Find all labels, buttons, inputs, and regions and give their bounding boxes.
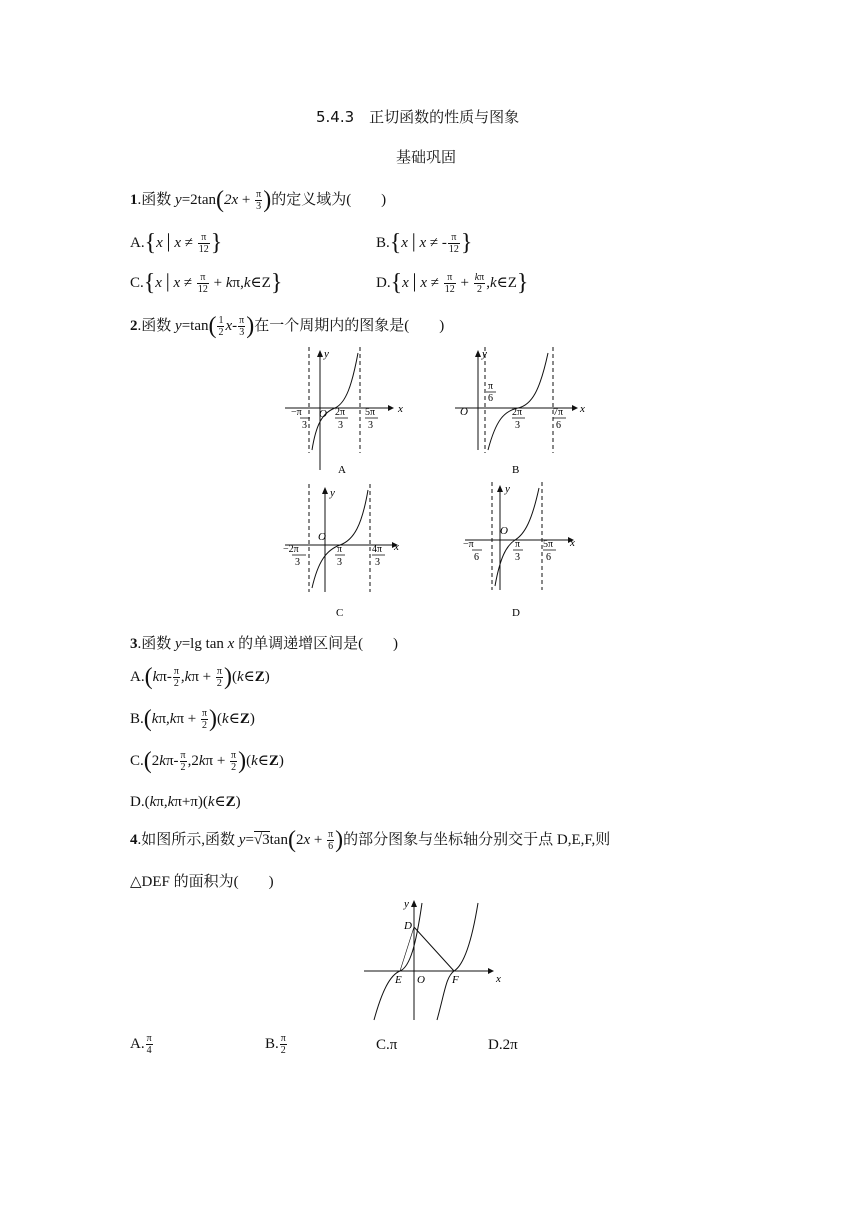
tick-label: 2π xyxy=(335,407,346,418)
tick-label: 4π xyxy=(372,544,383,555)
option-label: D. xyxy=(130,794,145,810)
graph-d[interactable] xyxy=(460,480,580,620)
q3-option-c[interactable]: C.(2kπ- $\frac{\pi}{2}$ ,2kπ + $\frac{\pi}{2}$ )(k∈Z) xyxy=(130,748,284,774)
q4-option-c[interactable]: C.π xyxy=(376,1037,398,1053)
graph-c[interactable] xyxy=(280,480,405,620)
q1-option-a[interactable]: A.{x | x ≠ $\frac{\pi}{12}$ } xyxy=(130,230,223,257)
tick-label: 7π xyxy=(553,407,564,418)
tick-label: 3 xyxy=(337,557,342,568)
question-number: 2 xyxy=(130,318,138,334)
tick-label: π xyxy=(488,381,494,392)
y-label: y xyxy=(482,348,487,360)
option-label: B. xyxy=(376,235,390,251)
point-e-label: E xyxy=(395,974,402,986)
tick-label: 3 xyxy=(515,552,520,563)
segment-df xyxy=(414,927,454,971)
graph-label: C xyxy=(336,607,344,619)
tan-curve xyxy=(495,488,539,586)
option-label: B. xyxy=(130,710,144,727)
origin-label: O xyxy=(460,406,468,418)
origin-label: O xyxy=(500,525,508,537)
y-axis-arrow xyxy=(497,485,503,492)
option-label: C. xyxy=(130,275,144,291)
tick-label: 5π xyxy=(543,539,554,550)
tick-label: 6 xyxy=(546,552,551,563)
question-number: 1 xyxy=(130,192,138,208)
graph-label: B xyxy=(512,464,520,476)
x-label: x xyxy=(580,403,585,415)
y-label: y xyxy=(404,898,409,910)
tick-label: 6 xyxy=(474,552,479,563)
q1-option-d[interactable]: D.{x | x ≠ $\frac{\pi}{12}$ + $\frac{k\pi}{2}$ ,k∈Z} xyxy=(376,270,529,297)
option-label: A. xyxy=(130,235,145,251)
origin-label: O xyxy=(319,408,327,420)
tick-label: 5π xyxy=(365,407,376,418)
x-label: x xyxy=(394,541,399,553)
graph-q4[interactable] xyxy=(360,895,505,1025)
question-1: 1.函数 y=2tan(2x + $\frac{\pi}{3}$ )的定义域为( ) xyxy=(130,187,387,214)
graph-b[interactable] xyxy=(450,345,585,480)
question-number: 3 xyxy=(130,636,138,652)
point-f-label: F xyxy=(452,974,459,986)
y-axis-arrow xyxy=(475,350,481,357)
option-label: D. xyxy=(376,275,391,291)
option-label: C. xyxy=(130,752,144,769)
tick-label: −π xyxy=(291,407,302,418)
tick-label: π xyxy=(515,539,521,550)
tick-label: −2π xyxy=(283,544,299,555)
q1-option-b[interactable]: B.{x | x ≠ - $\frac{\pi}{12}$ } xyxy=(376,230,473,257)
graph-a[interactable] xyxy=(280,345,403,480)
tick-label: −π xyxy=(463,539,474,550)
option-label: A. xyxy=(130,668,145,685)
y-axis-arrow xyxy=(411,900,417,907)
question-lead: .函数 xyxy=(137,192,176,208)
question-2: 2.函数 y=tan( $\frac{1}{2}$ x- $\frac{\pi}{3}$ )在一个周期内的图象是( ) xyxy=(130,313,445,340)
page-title: 5.4.3 正切函数的性质与图象 xyxy=(316,108,520,126)
question-3: 3.函数 y=lg tan x 的单调递增区间是( ) xyxy=(130,636,399,652)
q1-option-c[interactable]: C.{x | x ≠ $\frac{\pi}{12}$ + kπ,k∈Z} xyxy=(130,270,283,297)
q3-option-a[interactable]: A.(kπ- $\frac{\pi}{2}$ ,kπ + $\frac{\pi}{2}$ )(k∈Z) xyxy=(130,664,270,690)
question-4: 4.如图所示,函数 y=√3tan(2x + $\frac{\pi}{6}$ )的部分图象与坐标轴分别交于点 D,E,F,则 xyxy=(130,827,611,854)
tan-curve-right xyxy=(437,903,478,1020)
x-axis-arrow xyxy=(388,405,394,411)
tick-label: 3 xyxy=(368,420,373,431)
q3-option-d[interactable]: D.(kπ,kπ+π)(k∈Z) xyxy=(130,794,241,810)
tick-label: 6 xyxy=(556,420,561,431)
tan-curve xyxy=(488,353,548,450)
tan-curve-left xyxy=(374,903,422,1020)
question-tail: 的定义域为( ) xyxy=(271,192,387,208)
x-axis-arrow xyxy=(572,405,578,411)
question-number: 4 xyxy=(130,832,138,848)
q4-option-b[interactable]: B. $\frac{\pi}{2}$ xyxy=(265,1033,286,1056)
graph-label: D xyxy=(512,607,520,619)
q4-option-d[interactable]: D.2π xyxy=(488,1037,518,1053)
q3-option-b[interactable]: B.(kπ,kπ + $\frac{\pi}{2}$ )(k∈Z) xyxy=(130,706,255,732)
x-label: x xyxy=(570,537,575,549)
tick-label: 3 xyxy=(375,557,380,568)
question-lead: .函数 xyxy=(137,636,176,652)
y-label: y xyxy=(330,487,335,499)
question-4-line2: △DEF 的面积为( ) xyxy=(130,874,274,890)
section-subtitle: 基础巩固 xyxy=(396,148,457,166)
origin-label: O xyxy=(318,531,326,543)
question-lead: .如图所示,函数 xyxy=(137,832,239,848)
tick-label: 3 xyxy=(302,420,307,431)
tick-label: 2π xyxy=(512,407,523,418)
x-label: x xyxy=(496,973,501,985)
tick-label: π xyxy=(337,544,343,555)
y-label: y xyxy=(505,483,510,495)
y-axis-arrow xyxy=(322,487,328,494)
x-label: x xyxy=(398,403,403,415)
tan-curve xyxy=(312,353,358,450)
y-label: y xyxy=(324,348,329,360)
question-lead: .函数 xyxy=(137,318,176,334)
x-axis-arrow xyxy=(488,968,494,974)
question-tail: 的单调递增区间是( ) xyxy=(234,636,399,652)
question-tail: 的部分图象与坐标轴分别交于点 D,E,F,则 xyxy=(343,832,611,848)
y-axis-arrow xyxy=(317,350,323,357)
tick-label: 3 xyxy=(515,420,520,431)
tick-label: 3 xyxy=(338,420,343,431)
tick-label: 6 xyxy=(488,393,493,404)
point-d-label: D xyxy=(404,920,412,932)
question-tail: 在一个周期内的图象是( ) xyxy=(254,318,445,334)
tick-label: 3 xyxy=(295,557,300,568)
origin-label: O xyxy=(417,974,425,986)
graph-label: A xyxy=(338,464,346,476)
q4-option-a[interactable]: A. $\frac{\pi}{4}$ xyxy=(130,1033,152,1056)
